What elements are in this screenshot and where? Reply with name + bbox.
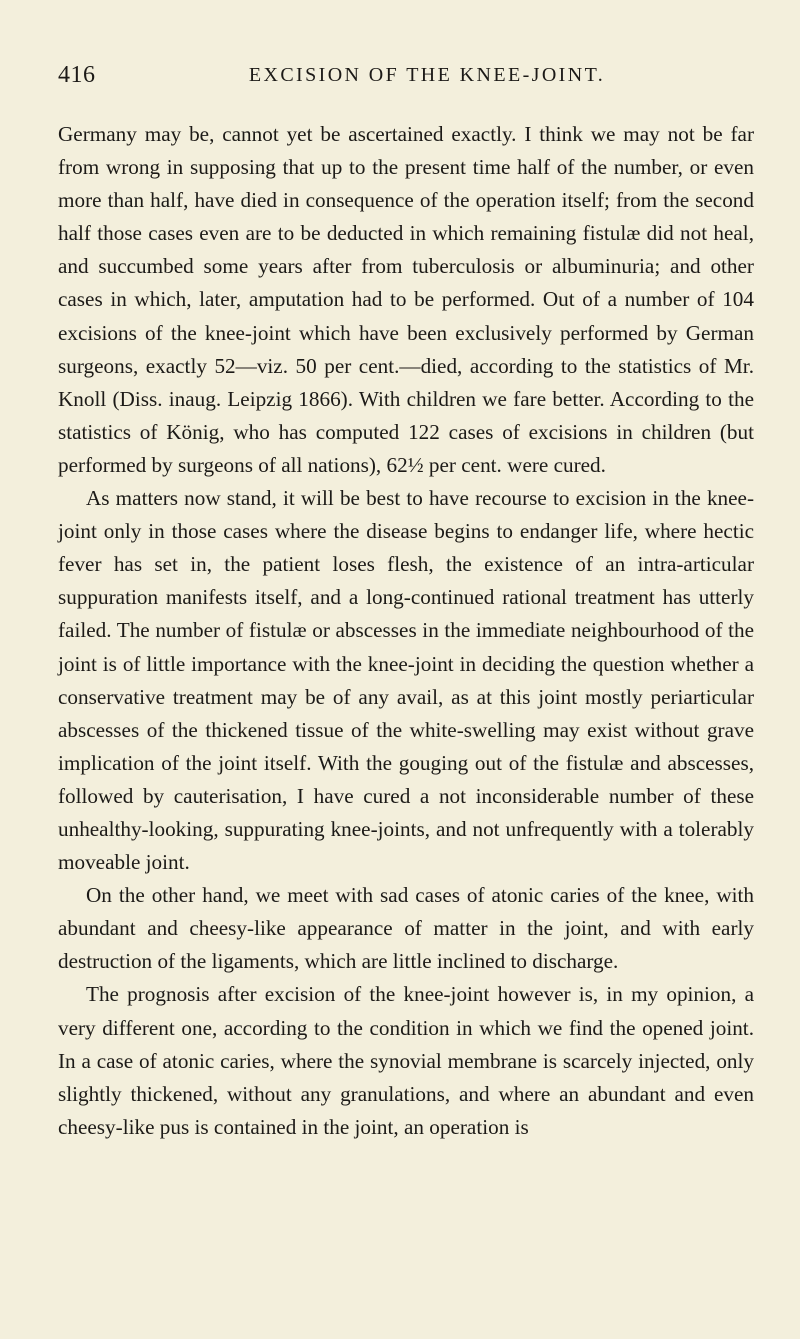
running-head bbox=[58, 62, 754, 92]
paragraph-atonic-caries: On the other hand, we meet with sad cases of atonic caries of the knee, with abundant and cheesy-like appearance of matter in the joint, and with early destruction of the ligaments, which are little inclined to discharge. bbox=[58, 883, 754, 974]
body-text bbox=[58, 118, 754, 1144]
paragraph-continuation: Germany may be, cannot yet be ascertained exactly. I think we may not be far from wrong in supposing that up to the present time half of the number, or even more than half, have died in consequence of the operation itself; from the second half those cases even are to be deducted in which remaining fistulæ did not heal, and succumbed some years after from tuberculosis or albuminuria; and other cases in which, later, amputation had to be performed. Out of a number of 104 excisions of the knee-joint which have been exclusively performed by German surgeons, exactly 52—viz. 50 per cent.—died, according to the statistics of Mr. Knoll (Diss. inaug. Leipzig 1866). With children we fare better. According to the statistics of König, who has computed 122 cases of excisions in children (but performed by surgeons of all nations), 62½ per cent. were cured. bbox=[58, 122, 754, 477]
paragraph-prognosis: The prognosis after excision of the knee-joint however is, in my opinion, a very different one, according to the condition in which we find the opened joint. In a case of atonic caries, where the synovial membrane is scarcely injected, only slightly thickened, without any granulations, and where an abundant and even cheesy-like pus is contained in the joint, an operation is bbox=[58, 982, 754, 1139]
running-title: EXCISION OF THE KNEE-JOINT. bbox=[248, 64, 606, 86]
paragraph-excision-indications: As matters now stand, it will be best to have recourse to excision in the knee-joint only in those cases where the disease begins to endanger life, where hectic fever has set in, the patient loses flesh, the existence of an intra-articular suppuration manifests itself, and a long-continued rational treatment has utterly failed. The number of fistulæ or abscesses in the immediate neighbourhood of the joint is of little importance with the knee-joint in deciding the question whether a conservative treatment may be of any avail, as at this joint mostly periarticular abscesses of the thickened tissue of the white-swelling may exist without grave implication of the joint itself. With the gouging out of the fistulæ and abscesses, followed by cauterisation, I have cured a not inconsiderable number of these unhealthy-looking, suppurating knee-joints, and not unfrequently with a tolerably moveable joint. bbox=[58, 486, 754, 875]
page-number: 416 bbox=[58, 62, 96, 88]
